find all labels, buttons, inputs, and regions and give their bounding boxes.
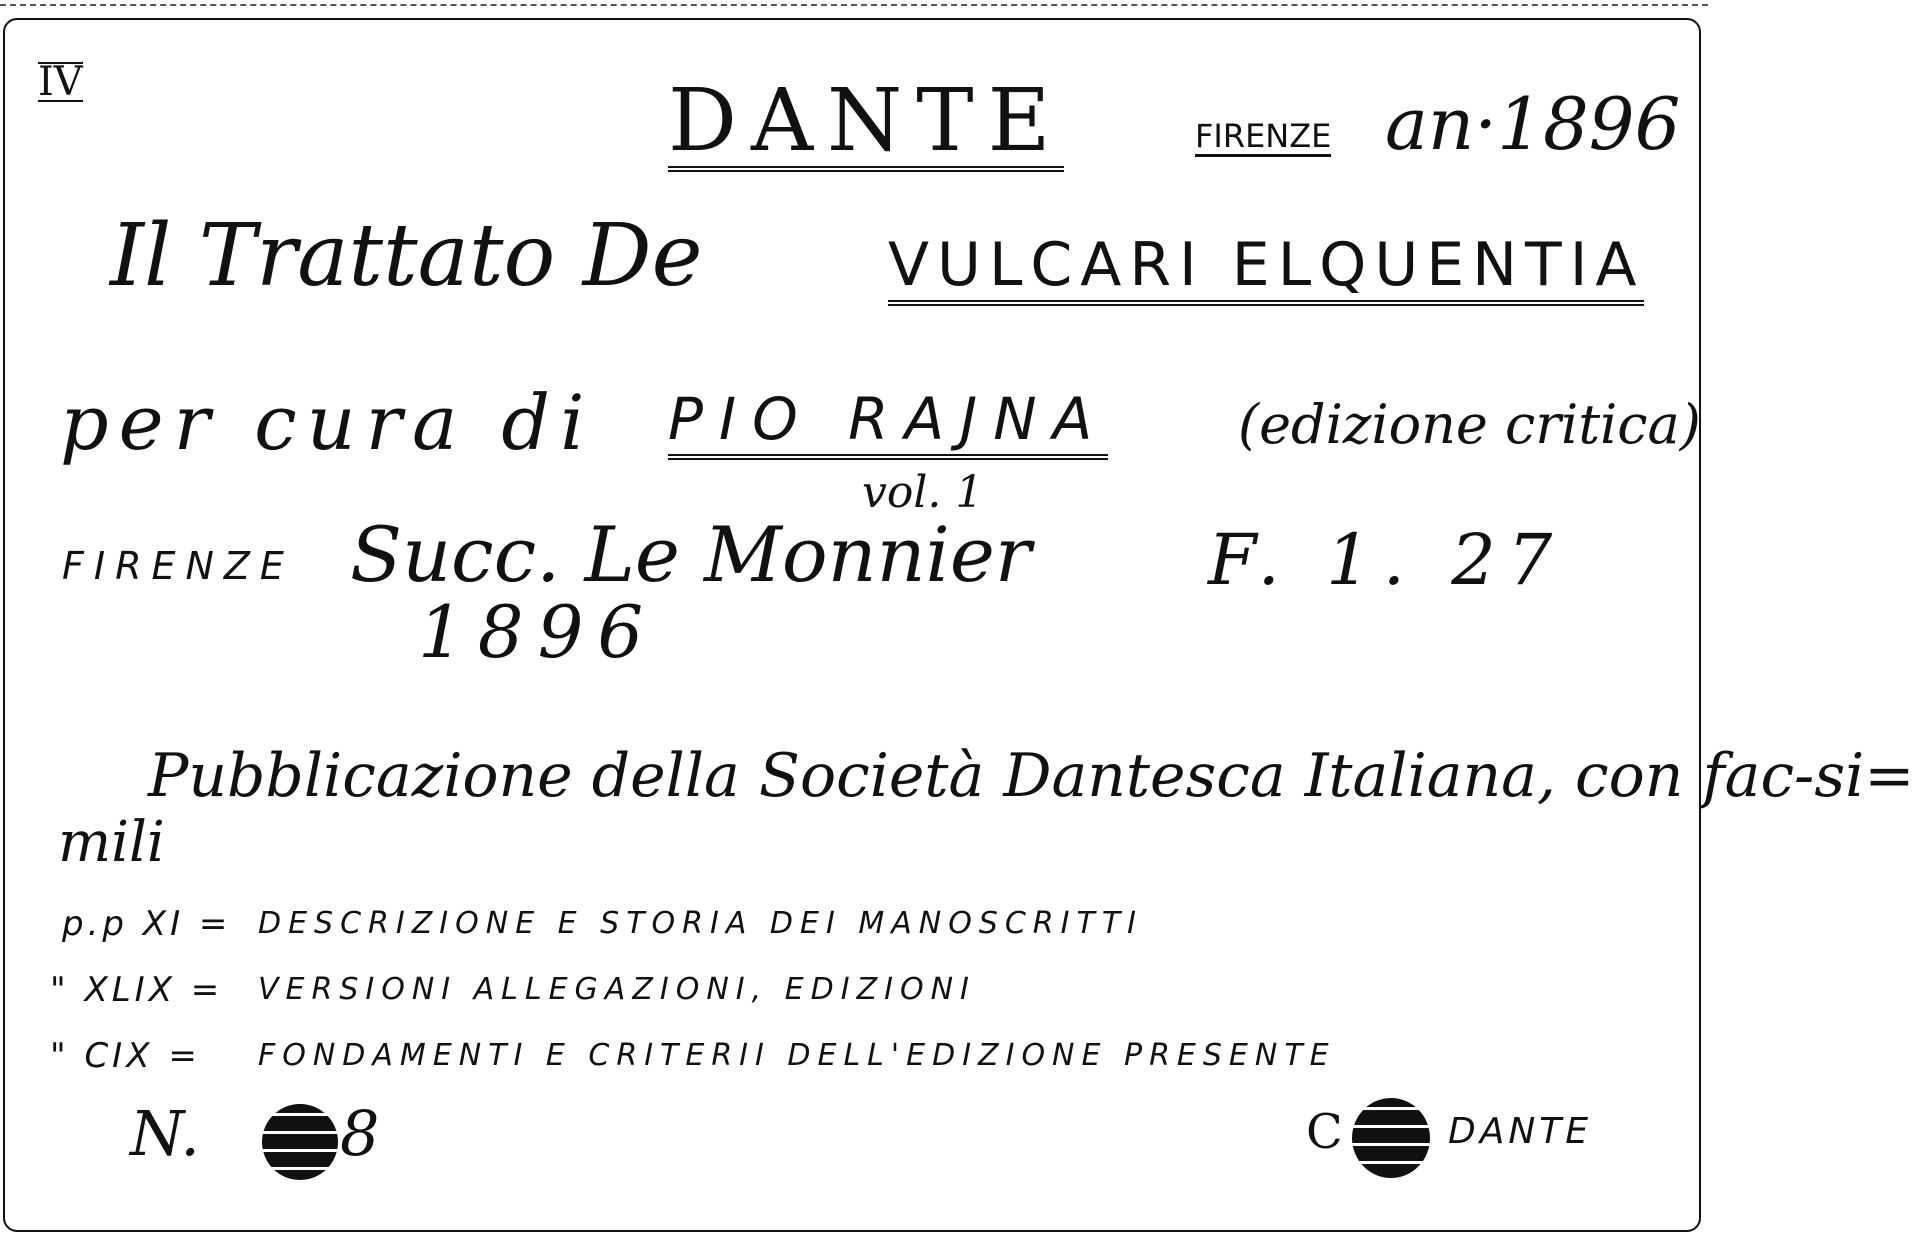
shelfmark: F. 1. 27 xyxy=(1208,519,1565,601)
edition-note: (edizione critica) xyxy=(1238,393,1701,456)
contents-pages-3: " CIX = xyxy=(50,1036,201,1076)
year-top: an·1896 xyxy=(1385,82,1681,166)
description-continued: mili xyxy=(58,810,165,875)
number-end: 8 xyxy=(340,1097,380,1170)
ink-blot-number xyxy=(262,1104,338,1180)
contents-text-3: FONDAMENTI E CRITERII DELL'EDIZIONE PRESENTE xyxy=(258,1038,1336,1073)
collection-name: DANTE xyxy=(1448,1111,1593,1152)
ink-blot-collection xyxy=(1352,1098,1430,1178)
contents-pages-2: " XLIX = xyxy=(50,970,224,1010)
volume: vol. 1 xyxy=(862,467,984,518)
publisher-place: FIRENZE xyxy=(62,544,294,588)
section-mark: IV xyxy=(38,59,83,105)
editor-prefix: per cura di xyxy=(60,378,595,467)
place-top: FIRENZE xyxy=(1195,117,1332,155)
collection-prefix: C xyxy=(1306,1104,1343,1160)
publication-year: 1896 xyxy=(418,590,658,674)
publisher: Succ. Le Monnier xyxy=(350,510,1032,599)
contents-pages-1: p.p XI = xyxy=(62,904,232,944)
scan-top-edge xyxy=(0,4,1708,6)
title-main: VULCARI ELQUENTIA xyxy=(888,232,1644,306)
number-prefix: N. xyxy=(130,1097,200,1170)
author-heading: DANTE xyxy=(668,71,1065,171)
title-prefix: Il Trattato De xyxy=(110,206,703,306)
editor-name: PIO RAJNA xyxy=(668,386,1108,460)
contents-text-1: DESCRIZIONE E STORIA DEI MANOSCRITTI xyxy=(258,906,1143,941)
contents-text-2: VERSIONI ALLEGAZIONI, EDIZIONI xyxy=(258,972,976,1007)
description: Pubblicazione della Società Dantesca Italiana, con fac-si= xyxy=(148,741,1915,811)
